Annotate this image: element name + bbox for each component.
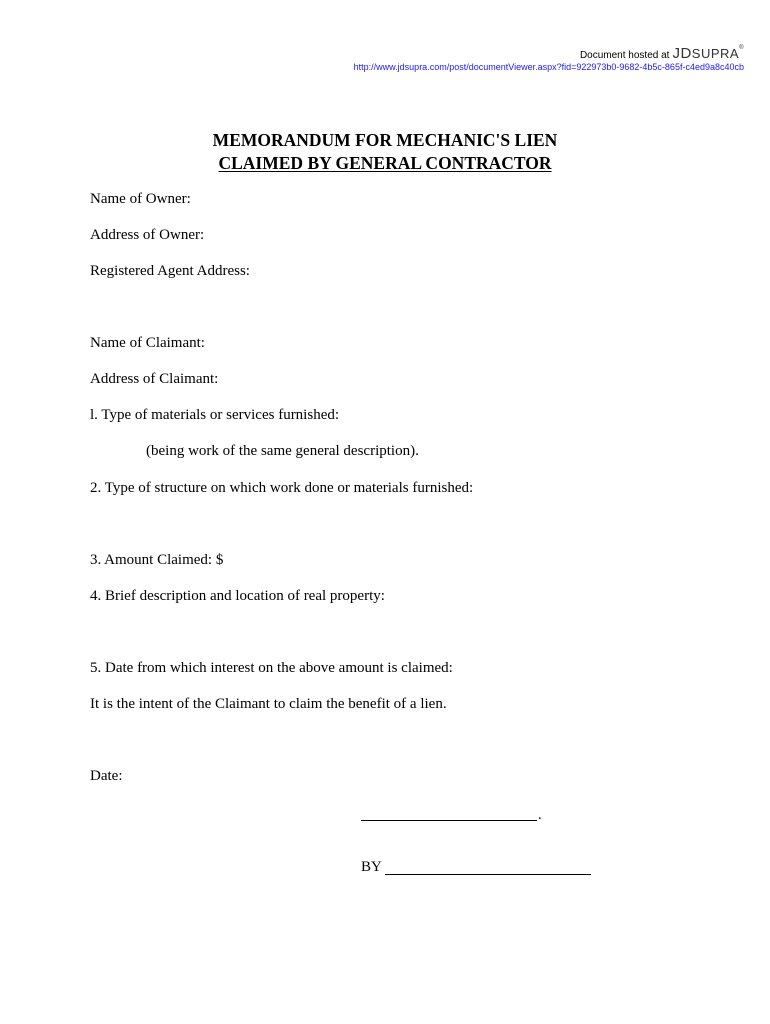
- item-2-structure-label: 2. Type of structure on which work done or materials furnished:: [90, 480, 474, 496]
- by-label: BY: [361, 859, 382, 875]
- jdsupra-logo: JDSUPRA®: [672, 45, 744, 62]
- item-3-amount-label: 3. Amount Claimed: $: [90, 552, 224, 568]
- signature-line-1: [361, 820, 537, 821]
- name-of-owner-label: Name of Owner:: [90, 191, 191, 207]
- document-url-link[interactable]: http://www.jdsupra.com/post/documentViewer.aspx?fid=922973b0-9682-4b5c-865f-c4ed9a8c40cb: [353, 62, 744, 72]
- item-4-description-label: 4. Brief description and location of real property:: [90, 588, 385, 604]
- address-of-claimant-label: Address of Claimant:: [90, 371, 219, 387]
- item-5-interest-date-label: 5. Date from which interest on the above amount is claimed:: [90, 660, 453, 676]
- registered-agent-label: Registered Agent Address:: [90, 263, 250, 279]
- page-subtitle: CLAIMED BY GENERAL CONTRACTOR: [218, 153, 552, 173]
- address-of-owner-label: Address of Owner:: [90, 227, 205, 243]
- item-1-materials-label: l. Type of materials or services furnished:: [90, 407, 340, 423]
- lien-intent-statement: It is the intent of the Claimant to claim the benefit of a lien.: [90, 696, 447, 712]
- hosted-banner: [580, 45, 744, 62]
- signature-period: .: [538, 807, 542, 823]
- date-label: Date:: [90, 768, 123, 784]
- name-of-claimant-label: Name of Claimant:: [90, 335, 205, 351]
- item-1-note: (being work of the same general description).: [146, 443, 419, 459]
- hosted-text: Document hosted at: [579, 50, 670, 61]
- signature-line-by: [385, 874, 591, 875]
- page-title: MEMORANDUM FOR MECHANIC'S LIEN: [212, 130, 558, 150]
